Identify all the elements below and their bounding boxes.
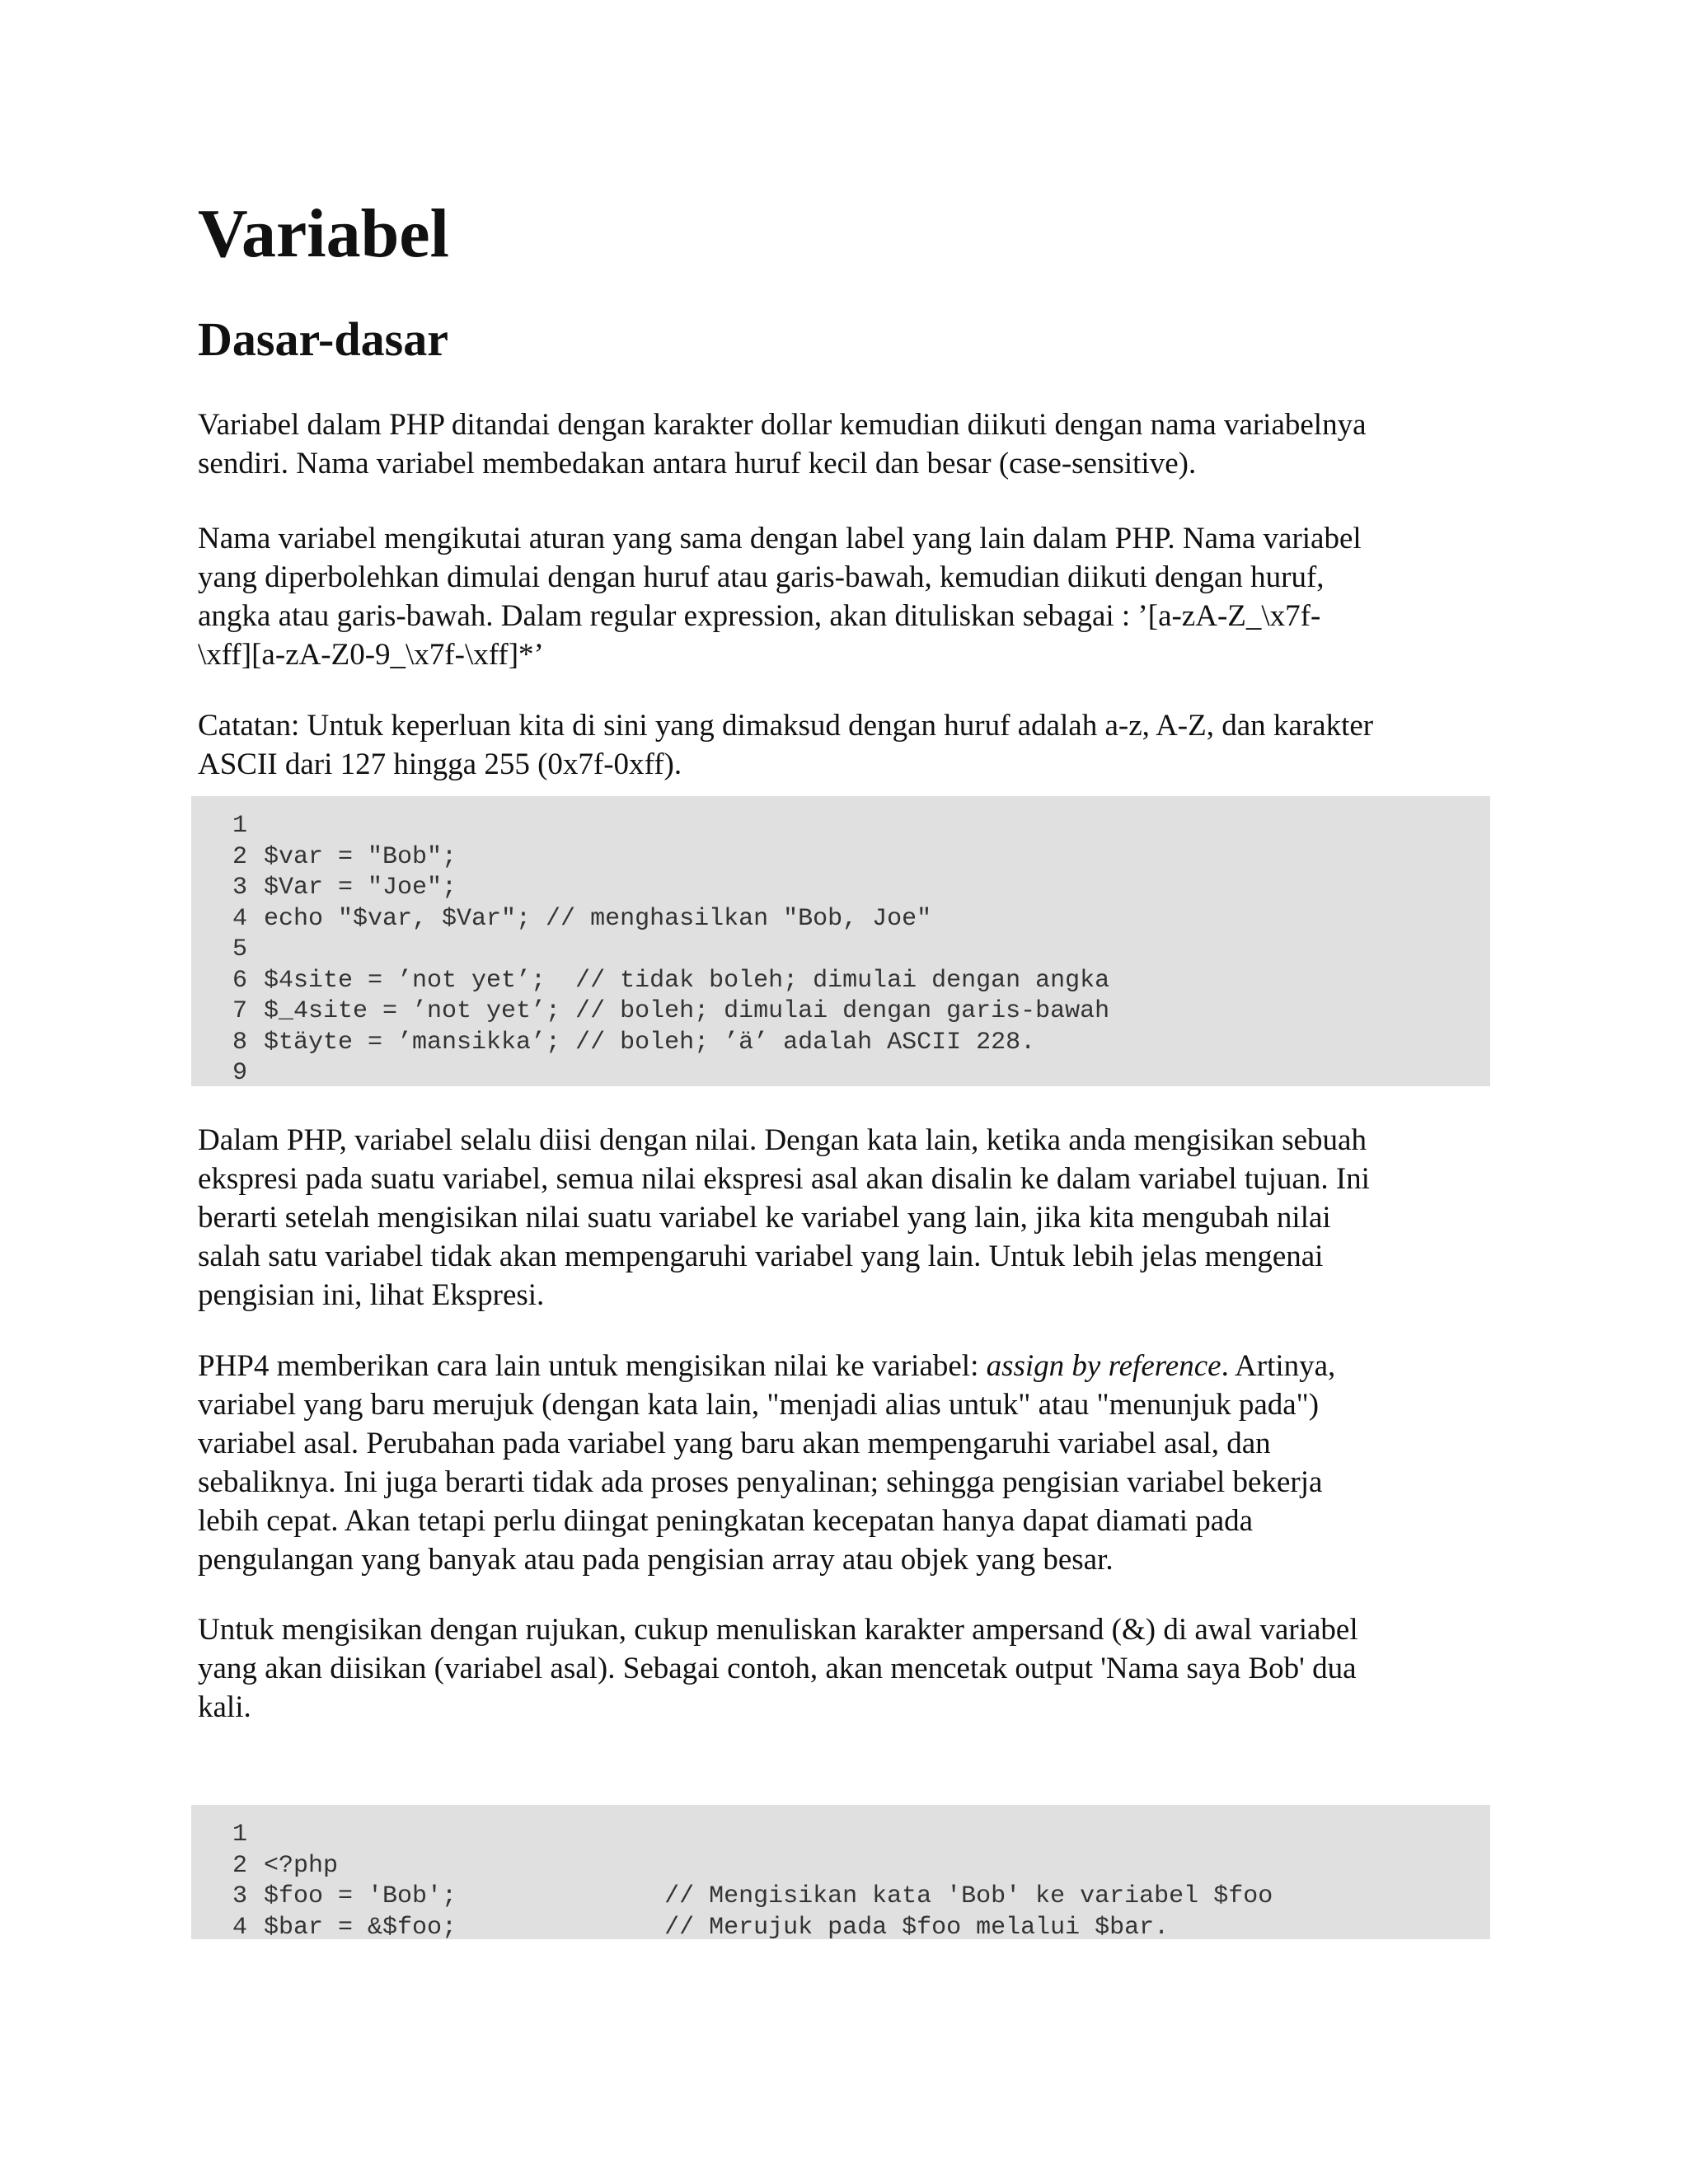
text-segment: PHP4 memberikan cara lain untuk mengisikan nilai ke variabel: <box>198 1349 987 1383</box>
code-text: <?php <box>264 1851 339 1880</box>
code-line <box>191 1913 1490 1944</box>
text-line: \xff][a-zA-Z0-9_\x7f-\xff]*’ <box>198 638 544 672</box>
line-number: 9 <box>232 1059 248 1087</box>
text-line: Dalam PHP, variabel selalu diisi dengan nilai. Dengan kata lain, ketika anda mengisikan sebuah <box>198 1123 1367 1157</box>
text-line <box>198 1347 1484 1385</box>
code-line <box>191 904 1490 935</box>
paragraph-assignment <box>198 1121 1484 1315</box>
code-line <box>191 996 1490 1028</box>
code-line <box>191 842 1490 874</box>
paragraph-ampersand <box>198 1610 1484 1727</box>
text-line: ASCII dari 127 hingga 255 (0x7f-0xff). <box>198 748 682 781</box>
code-line <box>191 966 1490 997</box>
line-number: 6 <box>232 966 248 995</box>
text-line: Nama variabel mengikutai aturan yang sama dengan label yang lain dalam PHP. Nama variabel <box>198 522 1362 555</box>
text-line: berarti setelah mengisikan nilai suatu variabel ke variabel yang lain, jika kita mengubah nilai <box>198 1201 1331 1235</box>
code-text: $Var = "Joe"; <box>264 874 457 902</box>
code-block-variables <box>191 796 1490 1086</box>
paragraph-reference <box>198 1347 1484 1579</box>
line-number: 4 <box>232 904 248 933</box>
text-line: salah satu variabel tidak akan mempengaruhi variabel yang lain. Untuk lebih jelas mengenai <box>198 1240 1324 1273</box>
text-line: ekspresi pada suatu variabel, semua nilai ekspresi asal akan disalin ke dalam variabel tujuan. Ini <box>198 1162 1370 1196</box>
text-line: yang diperbolehkan dimulai dengan huruf atau garis-bawah, kemudian diikuti dengan huruf, <box>198 560 1325 594</box>
line-number: 8 <box>232 1028 248 1057</box>
text-line: kali. <box>198 1690 251 1724</box>
text-line: variabel yang baru merujuk (dengan kata lain, "menjadi alias untuk" atau "menunjuk pada") <box>198 1388 1320 1422</box>
text-line: sebaliknya. Ini juga berarti tidak ada proses penyalinan; sehingga pengisian variabel bekerja <box>198 1465 1323 1499</box>
code-line <box>191 1882 1490 1913</box>
code-line <box>191 1820 1490 1851</box>
line-number: 7 <box>232 997 248 1025</box>
section-heading: Dasar-dasar <box>198 312 448 366</box>
code-line <box>191 935 1490 966</box>
code-text: echo "$var, $Var"; // menghasilkan "Bob, Joe" <box>264 904 932 933</box>
text-line: pengisian ini, lihat Ekspresi. <box>198 1278 545 1312</box>
line-number: 5 <box>232 935 248 963</box>
line-number: 4 <box>232 1913 248 1942</box>
code-text: $täyte = ’mansikka’; // boleh; ’ä’ adalah ASCII 228. <box>264 1028 1036 1057</box>
text-line: Catatan: Untuk keperluan kita di sini yang dimaksud dengan huruf adalah a-z, A-Z, dan karakter <box>198 709 1374 743</box>
line-number: 2 <box>232 842 248 871</box>
line-number: 3 <box>232 1882 248 1910</box>
code-line <box>191 1851 1490 1882</box>
code-line <box>191 873 1490 904</box>
paragraph-note <box>198 706 1484 784</box>
line-number: 3 <box>232 874 248 902</box>
text-line: lebih cepat. Akan tetapi perlu diingat peningkatan kecepatan hanya dapat diamati pada <box>198 1504 1254 1538</box>
page-title: Variabel <box>198 195 449 272</box>
text-segment: . Artinya, <box>1221 1349 1336 1383</box>
code-text: $bar = &$foo; // Merujuk pada $foo melalui $bar. <box>264 1913 1170 1942</box>
line-number: 2 <box>232 1851 248 1880</box>
line-number: 1 <box>232 1821 248 1849</box>
code-line <box>191 1058 1490 1090</box>
code-text: $var = "Bob"; <box>264 842 457 871</box>
text-line: angka atau garis-bawah. Dalam regular expression, akan dituliskan sebagai : ’[a-zA-Z_\x7f- <box>198 599 1321 633</box>
text-line: yang akan diisikan (variabel asal). Sebagai contoh, akan mencetak output 'Nama saya Bob' dua <box>198 1652 1357 1685</box>
code-line <box>191 811 1490 842</box>
code-text: $_4site = ’not yet’; // boleh; dimulai dengan garis-bawah <box>264 997 1110 1025</box>
text-line: pengulangan yang banyak atau pada pengisian array atau objek yang besar. <box>198 1543 1114 1577</box>
text-line: variabel asal. Perubahan pada variabel yang baru akan mempengaruhi variabel asal, dan <box>198 1427 1271 1460</box>
code-line <box>191 1028 1490 1059</box>
paragraph-naming-rules <box>198 519 1484 674</box>
code-text: $foo = 'Bob'; // Mengisikan kata 'Bob' ke variabel $foo <box>264 1882 1273 1910</box>
line-number: 1 <box>232 812 248 840</box>
emphasis-text: assign by reference <box>986 1349 1221 1383</box>
text-line: Variabel dalam PHP ditandai dengan karakter dollar kemudian diikuti dengan nama variabelnya <box>198 408 1367 442</box>
text-line: sendiri. Nama variabel membedakan antara huruf kecil dan besar (case-sensitive). <box>198 447 1197 480</box>
code-block-reference <box>191 1805 1490 1942</box>
text-line: Untuk mengisikan dengan rujukan, cukup menuliskan karakter ampersand (&) di awal variabel <box>198 1613 1358 1647</box>
paragraph-intro <box>198 405 1484 483</box>
code-text: $4site = ’not yet’; // tidak boleh; dimulai dengan angka <box>264 966 1110 995</box>
